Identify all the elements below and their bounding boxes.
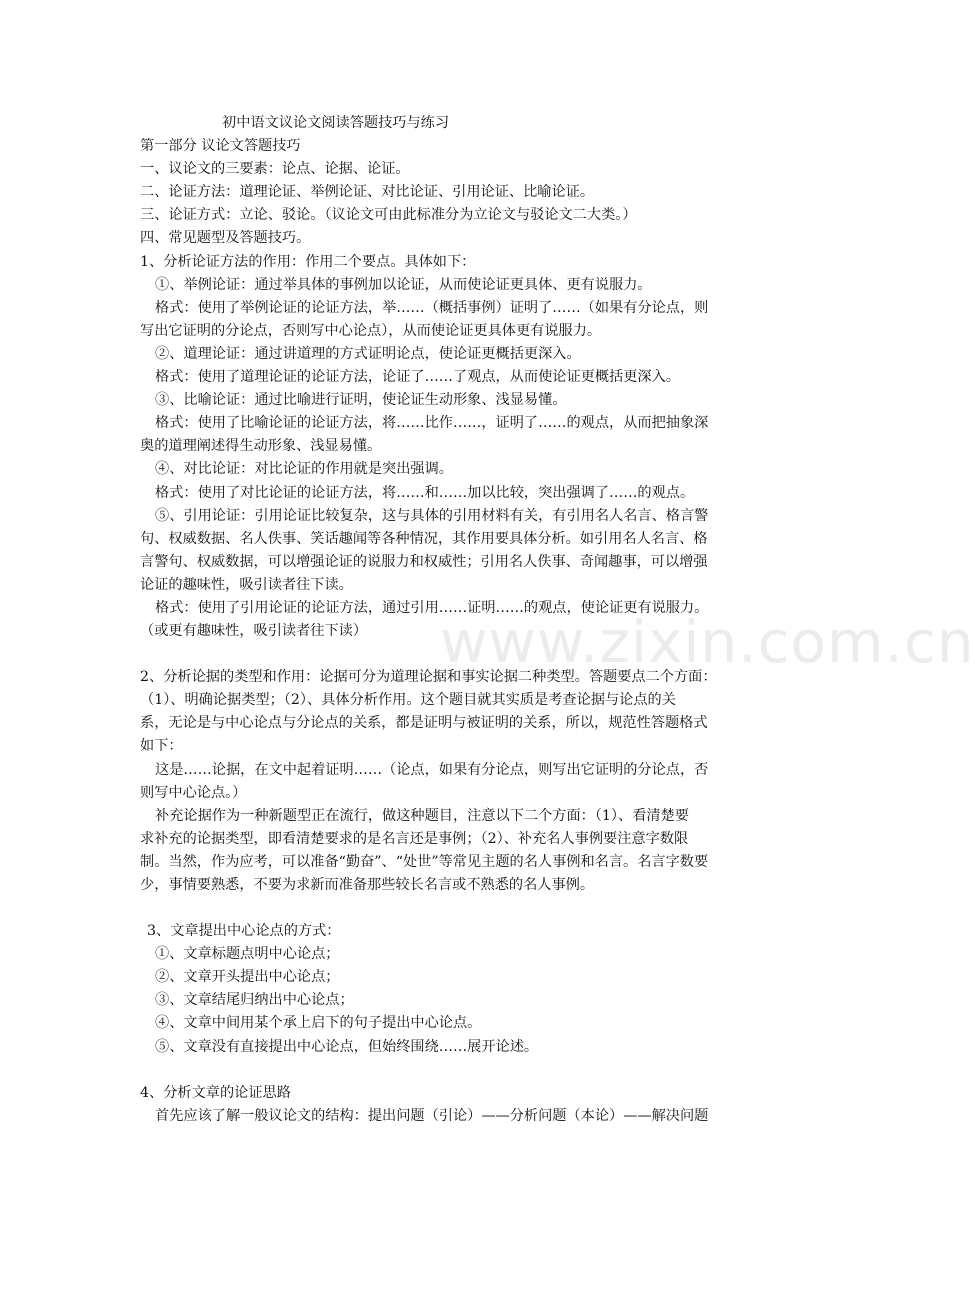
question-heading: 1、分析论证方法的作用：作用二个要点。具体如下： (140, 253, 476, 270)
question-heading: 3、文章提出中心论点的方式： (147, 923, 341, 940)
paragraph-line: 则写中心论点。） (140, 784, 247, 801)
paragraph-line: 制。当然，作为应考，可以准备“勤奋”、“处世”等常见主题的名人事例和名言。名言字数要 (140, 853, 709, 870)
document-body (140, 112, 792, 1128)
watermark: www.zixin.com.cn (440, 608, 975, 676)
section-heading: 四、常见题型及答题技巧。 (140, 230, 311, 247)
paragraph-line: 写出它证明的分论点，否则写中心论点），从而使论证更具体更有说服力。 (140, 322, 602, 339)
question-heading: 4、分析文章的论证思路 (140, 1084, 291, 1101)
paragraph-line: 系，无论是与中心论点与分论点的关系，都是证明与被证明的关系，所以，规范性答题格式 (140, 715, 708, 732)
section-heading: 一、议论文的三要素：论点、论据、论证。 (140, 161, 410, 178)
paragraph-line: 如下： (140, 738, 183, 755)
paragraph-line: 格式：使用了举例论证的论证方法，举……（概括事例）证明了……（如果有分论点，则 (155, 299, 709, 316)
paragraph-line: 求补充的论据类型，即看清楚要求的是名言还是事例；（2）、补充名人事例要注意字数限 (140, 830, 689, 847)
paragraph-line: ⑤、引用论证：引用论证比较复杂，这与具体的引用材料有关，有引用名人名言、格言警 (155, 507, 709, 524)
paragraph-line: （或更有趣味性，吸引读者往下读） (140, 623, 368, 640)
paragraph-line: 论证的趣味性，吸引读者往下读。 (140, 576, 353, 593)
paragraph-line: 补充论据作为一种新题型正在流行，做这种题目，注意以下二个方面：（1）、看清楚要 (155, 807, 689, 824)
paragraph-line: 句、权威数据、名人佚事、笑话趣闻等各种情况，其作用要具体分析。如引用名人名言、格 (140, 530, 708, 547)
paragraph-line: ③、比喻论证：通过比喻进行证明，使论证生动形象、浅显易懂。 (155, 392, 567, 409)
section-heading: 二、论证方法：道理论证、举例论证、对比论证、引用论证、比喻论证。 (140, 184, 595, 201)
paragraph-line: ①、举例论证：通过举具体的事例加以论证，从而使论证更具体、更有说服力。 (155, 276, 652, 293)
paragraph-line: ④、对比论证：对比论证的作用就是突出强调。 (155, 461, 453, 478)
paragraph-line: 格式：使用了道理论证的论证方法，论证了……了观点，从而使论证更概括更深入。 (155, 369, 680, 386)
paragraph-gap (140, 1059, 792, 1082)
paragraph-line: 格式：使用了引用论证的论证方法，通过引用……证明……的观点，使论证更有说服力。 (155, 599, 709, 616)
list-item: ④、文章中间用某个承上启下的句子提出中心论点。 (155, 1015, 482, 1032)
list-item: ⑤、文章没有直接提出中心论点，但始终围绕……展开论述。 (155, 1038, 539, 1055)
part-heading: 第一部分 议论文答题技巧 (140, 138, 301, 155)
paragraph-line: （1）、明确论据类型；（2）、具体分析作用。这个题目就其实质是考查论据与论点的关 (140, 692, 676, 709)
list-item: ③、文章结尾归纳出中心论点； (155, 992, 354, 1009)
paragraph-gap (140, 897, 792, 920)
question-heading: 2、分析论据的类型和作用：论据可分为道理论据和事实论据二种类型。答题要点二个方面： (140, 669, 717, 686)
paragraph-line: 这是……论据，在文中起着证明……（论点，如果有分论点，则写出它证明的分论点，否 (155, 761, 709, 778)
paragraph-gap (140, 643, 792, 666)
list-item: ②、文章开头提出中心论点； (155, 969, 340, 986)
section-heading: 三、论证方式：立论、驳论。（议论文可由此标准分为立论文与驳论文二大类。） (140, 207, 637, 224)
paragraph-line: 奥的道理阐述得生动形象、浅显易懂。 (140, 438, 382, 455)
paragraph-line: 格式：使用了比喻论证的论证方法，将……比作……，证明了……的观点，从而把抽象深 (155, 415, 709, 432)
paragraph-line: 少，事情要熟悉，不要为求新而准备那些较长名言或不熟悉的名人事例。 (140, 877, 595, 893)
paragraph-line: ②、道理论证：通过讲道理的方式证明论点，使论证更概括更深入。 (155, 345, 581, 362)
paragraph-line: 格式：使用了对比论证的论证方法，将……和……加以比较，突出强调了……的观点。 (155, 484, 695, 501)
list-item: ①、文章标题点明中心论点； (155, 946, 340, 963)
paragraph-line: 首先应该了解一般议论文的结构：提出问题（引论）——分析问题（本论）——解决问题 (155, 1107, 709, 1124)
document-title: 初中语文议论文阅读答题技巧与练习 (222, 115, 450, 131)
paragraph-line: 言警句、权威数据，可以增强论证的说服力和权威性；引用名人佚事、奇闻趣事，可以增强 (140, 553, 708, 570)
